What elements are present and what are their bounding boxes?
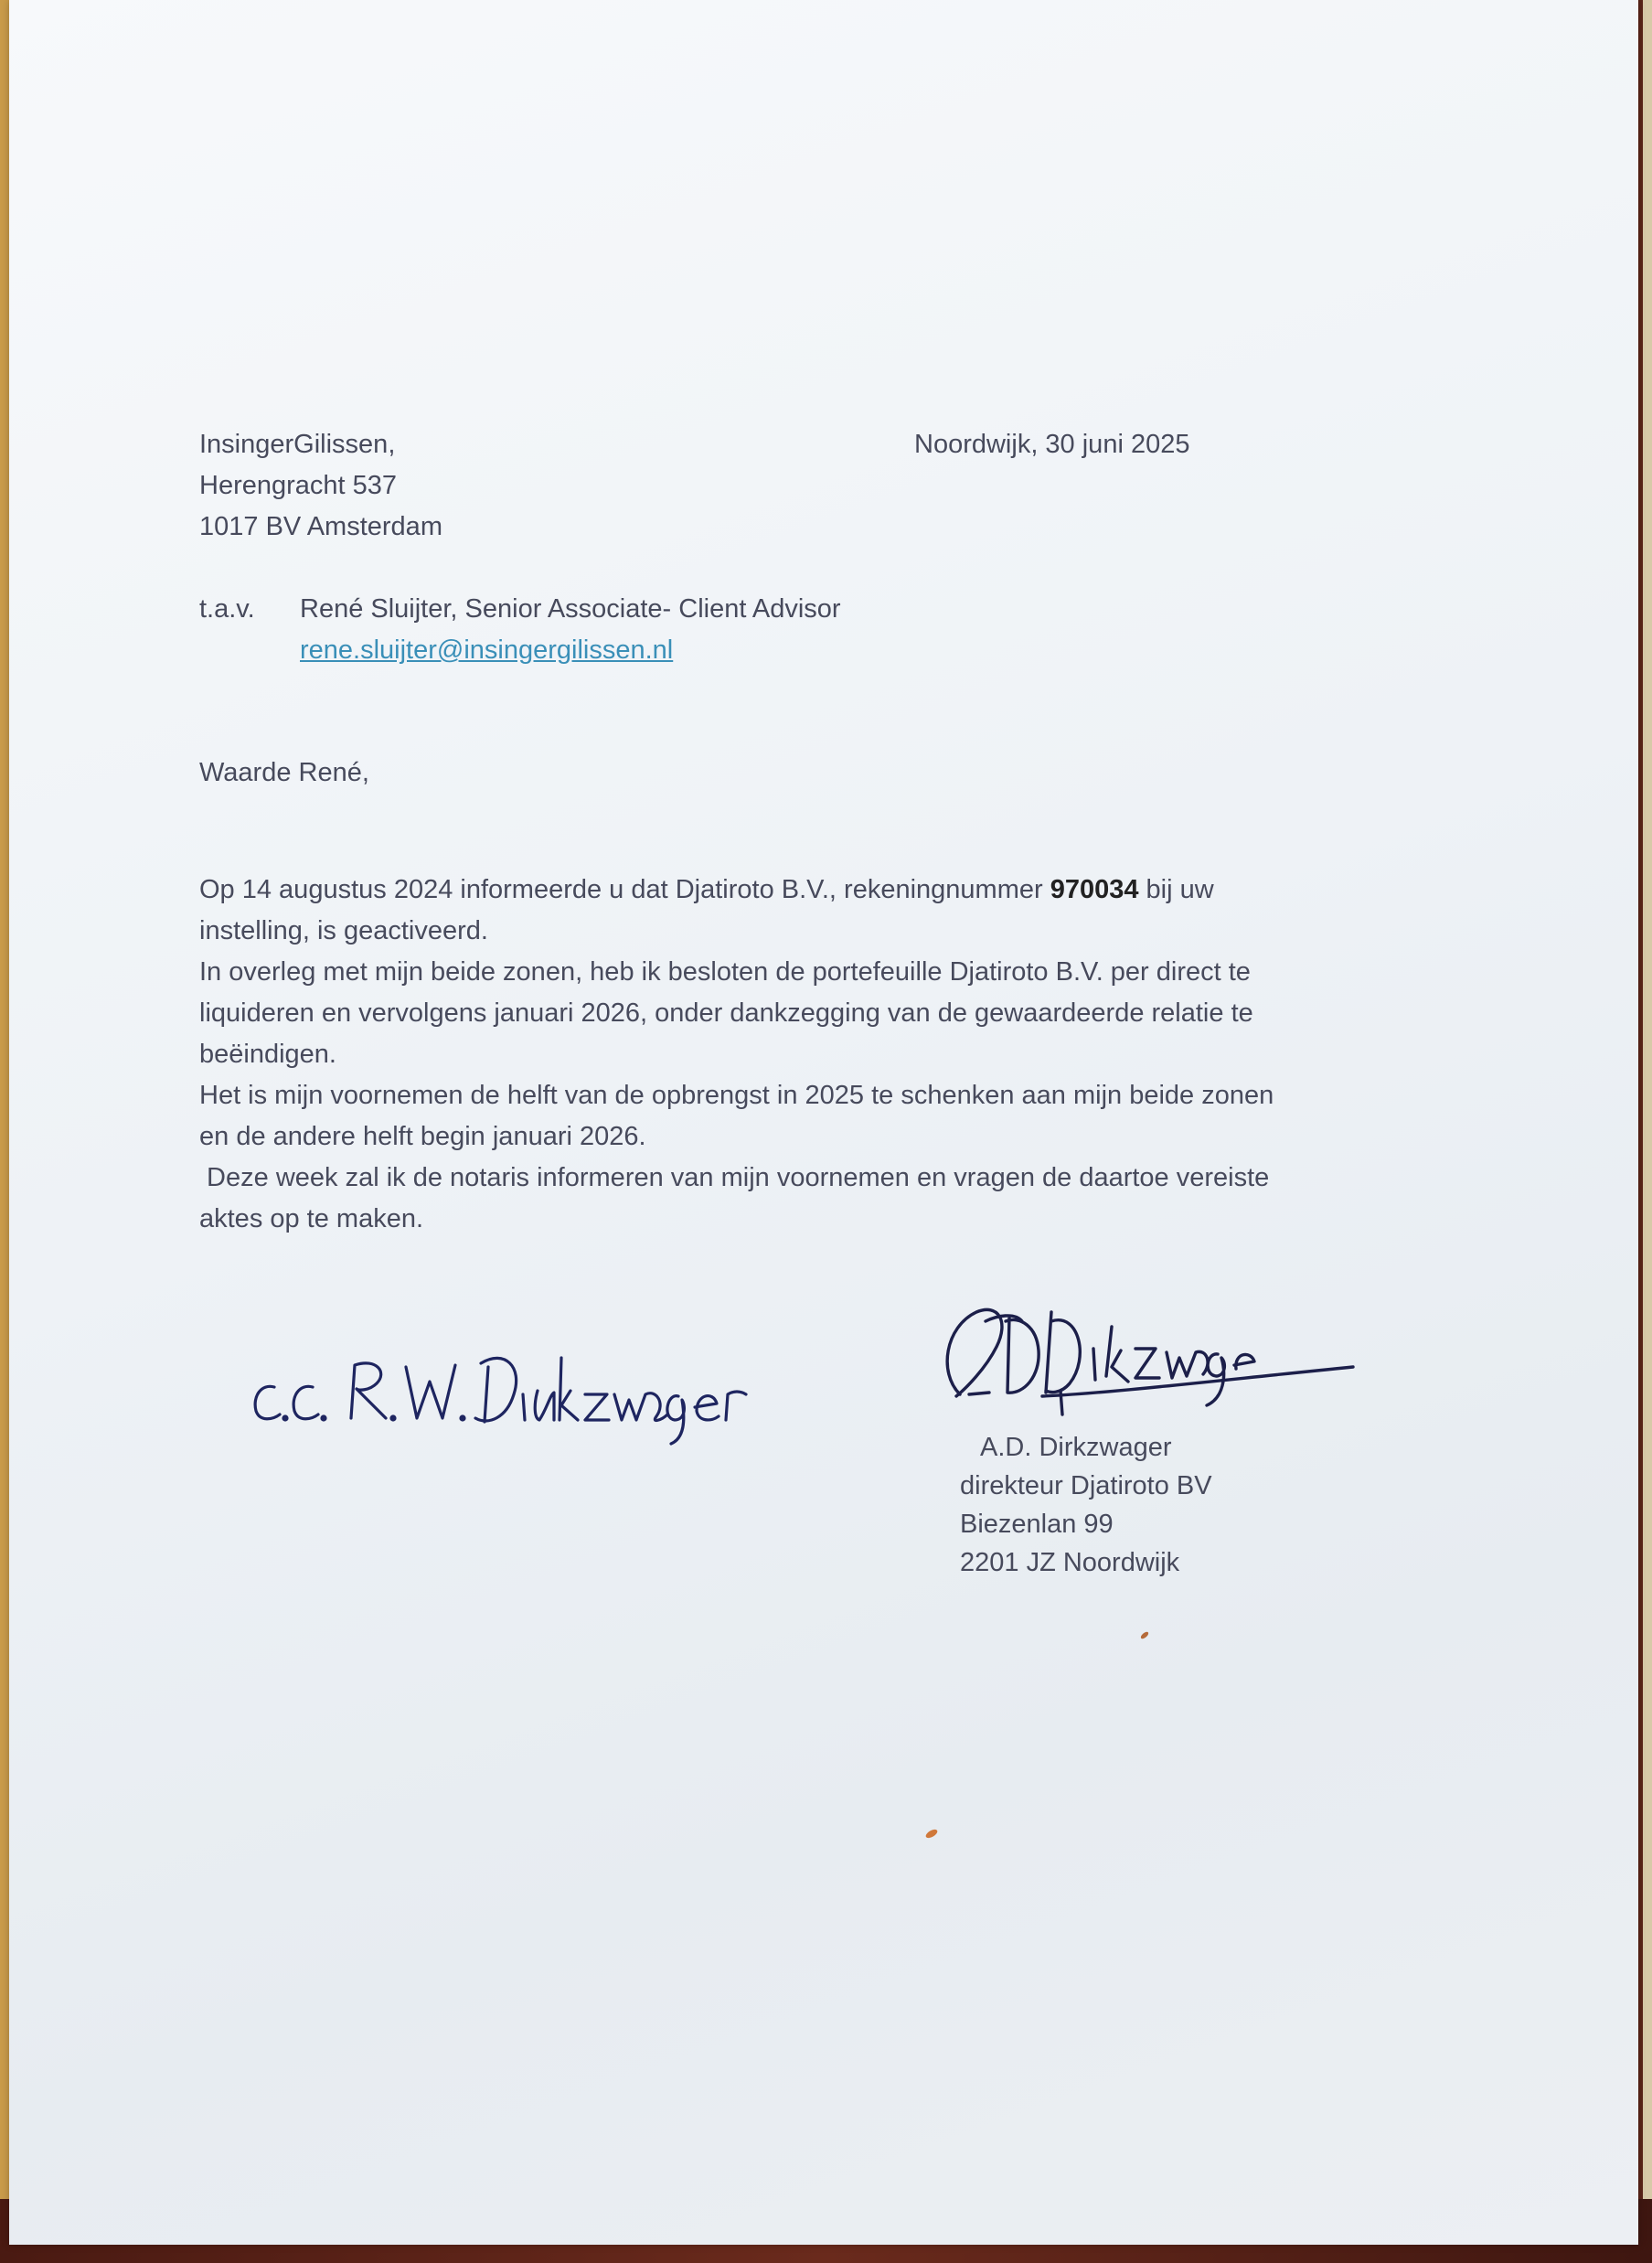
body-line-start: Op 14 augustus 2024 informeerde u dat Djatiroto B.V., rekeningnummer bbox=[199, 875, 1050, 904]
body-line: beëindigen. bbox=[199, 1040, 336, 1069]
letter-body bbox=[199, 870, 1274, 1240]
body-line bbox=[199, 870, 1274, 911]
cc-handwritten-signature bbox=[249, 1330, 797, 1449]
body-line: instelling, is geactiveerd. bbox=[199, 916, 488, 945]
attention-block bbox=[300, 589, 841, 671]
body-line-end: bij uw bbox=[1138, 875, 1214, 904]
frame-edge-right bbox=[1643, 0, 1652, 2263]
attention-email-link[interactable]: rene.sluijter@insingergilissen.nl bbox=[300, 635, 674, 665]
paper-speck bbox=[1140, 1630, 1150, 1639]
attention-label: t.a.v. bbox=[199, 594, 255, 624]
attention-person: René Sluijter, Senior Associate- Client Advisor bbox=[300, 594, 841, 624]
salutation: Waarde René, bbox=[199, 758, 369, 787]
sender-name: A.D. Dirkzwager bbox=[980, 1433, 1172, 1462]
sender-line: Biezenlan 99 bbox=[960, 1510, 1114, 1539]
body-line: In overleg met mijn beide zonen, heb ik besloten de portefeuille Djatiroto B.V. per direct te bbox=[199, 957, 1251, 987]
sender-line: direkteur Djatiroto BV bbox=[960, 1471, 1212, 1500]
recipient-line: Herengracht 537 bbox=[199, 471, 398, 500]
recipient-line: 1017 BV Amsterdam bbox=[199, 512, 442, 541]
main-handwritten-signature bbox=[933, 1285, 1390, 1431]
letter-paper bbox=[9, 0, 1638, 2245]
sender-details bbox=[960, 1428, 1212, 1582]
body-line: aktes op te maken. bbox=[199, 1204, 424, 1233]
body-line: Deze week zal ik de notaris informeren van mijn voornemen en vragen de daartoe vereiste bbox=[199, 1163, 1270, 1192]
sender-line: 2201 JZ Noordwijk bbox=[960, 1548, 1180, 1577]
place-date: Noordwijk, 30 juni 2025 bbox=[914, 430, 1190, 459]
body-line: Het is mijn voornemen de helft van de opbrengst in 2025 te schenken aan mijn beide zonen bbox=[199, 1081, 1274, 1110]
recipient-line: InsingerGilissen, bbox=[199, 430, 396, 459]
body-line: liquideren en vervolgens januari 2026, onder dankzegging van de gewaardeerde relatie te bbox=[199, 998, 1253, 1028]
paper-speck bbox=[924, 1828, 939, 1840]
account-number: 970034 bbox=[1050, 875, 1139, 904]
body-line: en de andere helft begin januari 2026. bbox=[199, 1122, 646, 1151]
recipient-address bbox=[199, 424, 442, 548]
